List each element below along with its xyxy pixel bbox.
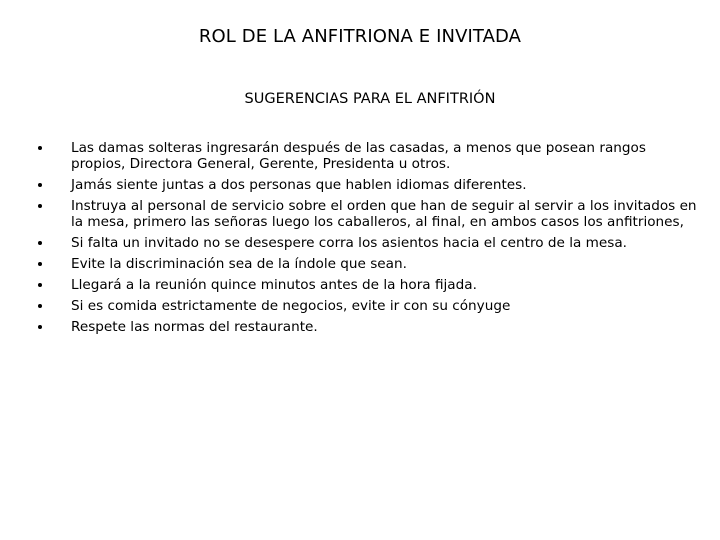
bullet-text: Si falta un invitado no se desespere corra los asientos hacia el centro de la mesa. (71, 235, 627, 251)
bullet-dot-icon (38, 325, 42, 329)
bullet-text: Si es comida estrictamente de negocios, evite ir con su cónyuge (71, 298, 511, 314)
bullet-text: Evite la discriminación sea de la índole que sean. (71, 256, 407, 272)
bullet-item (38, 277, 700, 293)
bullet-item (38, 235, 700, 251)
bullet-item (38, 319, 700, 335)
bullet-dot-icon (38, 304, 42, 308)
bullet-text: Llegará a la reunión quince minutos antes de la hora fijada. (71, 277, 477, 293)
slide-title: ROL DE LA ANFITRIONA E INVITADA (198, 26, 522, 47)
bullet-dot-icon (38, 183, 42, 187)
bullet-list (38, 140, 700, 340)
bullet-item (38, 198, 700, 230)
slide-subtitle: SUGERENCIAS PARA EL ANFITRIÓN (244, 91, 496, 107)
bullet-text: Respete las normas del restaurante. (71, 319, 318, 335)
bullet-item (38, 256, 700, 272)
bullet-dot-icon (38, 262, 42, 266)
bullet-text: Jamás siente juntas a dos personas que hablen idiomas diferentes. (71, 177, 527, 193)
bullet-dot-icon (38, 283, 42, 287)
bullet-dot-icon (38, 204, 42, 208)
bullet-text: Las damas solteras ingresarán después de las casadas, a menos que posean rangos propios, Directora General, Gerente, Presidenta u otros. (71, 140, 646, 172)
bullet-dot-icon (38, 241, 42, 245)
bullet-dot-icon (38, 146, 42, 150)
bullet-item (38, 298, 700, 314)
bullet-item (38, 177, 700, 193)
bullet-text: Instruya al personal de servicio sobre el orden que han de seguir al servir a los invitados en la mesa, primero las señoras luego los caballeros, al final, en ambos casos los anfitriones, (71, 198, 697, 230)
bullet-item (38, 140, 700, 172)
